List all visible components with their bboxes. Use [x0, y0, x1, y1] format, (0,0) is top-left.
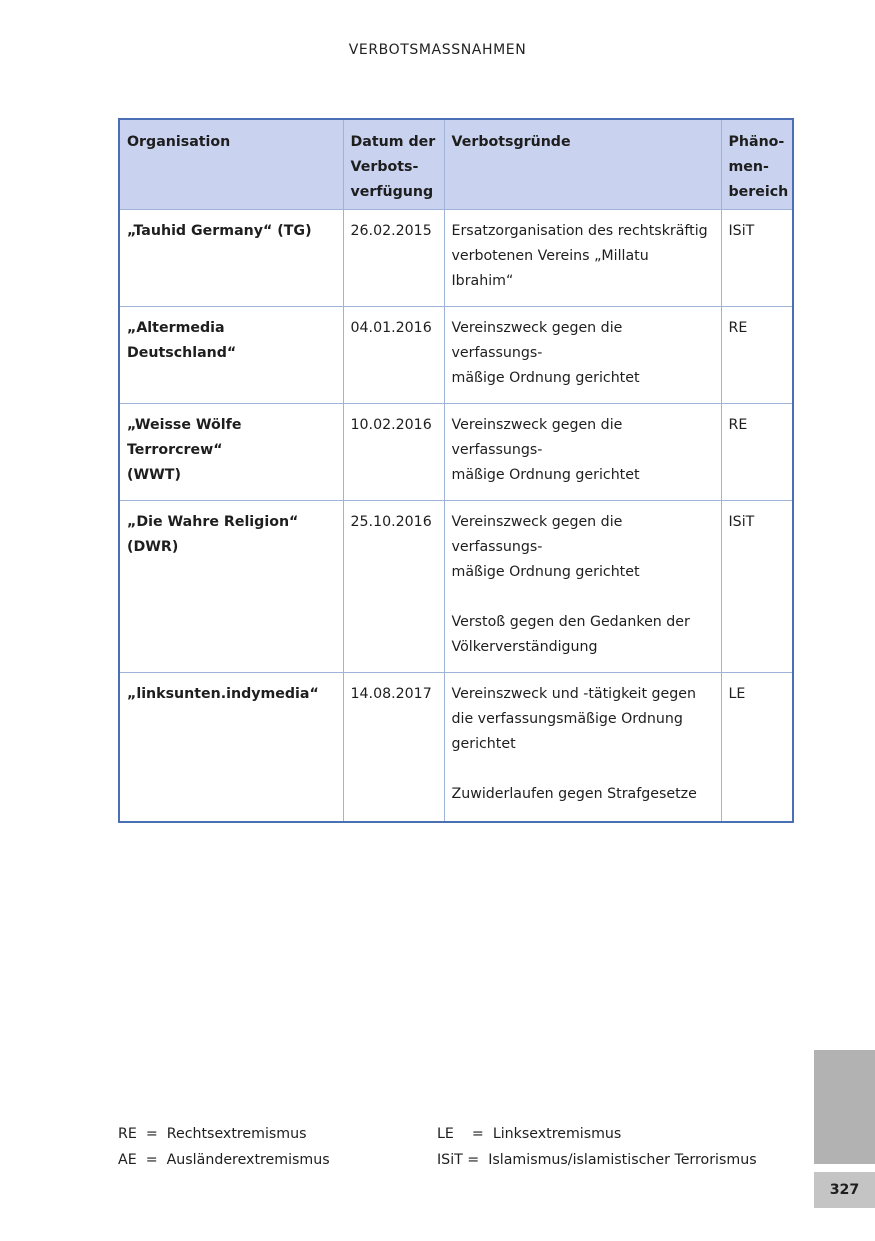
cell-organisation: „Tauhid Germany“ (TG) [119, 209, 343, 306]
legend-item: AE = Ausländerextremismus [118, 1152, 330, 1168]
header-verbotsgruende: Verbotsgründe [444, 119, 721, 209]
cell-reasons: Ersatzorganisation des rechtskräftig verbotenen Vereins „Millatu Ibrahim“ [444, 209, 721, 306]
table-row [119, 500, 793, 672]
legend-item: RE = Rechtsextremismus [118, 1126, 307, 1142]
cell-area: RE [721, 403, 793, 500]
cell-reasons: Vereinszweck und -tätigkeit gegen die verfassungsmäßige Ordnung gerichtet Zuwiderlaufen gegen Strafgesetze [444, 672, 721, 822]
cell-organisation: „Altermedia Deutschland“ [119, 306, 343, 403]
cell-date: 04.01.2016 [343, 306, 444, 403]
cell-area: LE [721, 672, 793, 822]
cell-area: ISiT [721, 209, 793, 306]
table-row [119, 672, 793, 822]
cell-date: 14.08.2017 [343, 672, 444, 822]
cell-area: ISiT [721, 500, 793, 672]
table-row [119, 209, 793, 306]
cell-reasons: Vereinszweck gegen die verfassungs- mäßige Ordnung gerichtet [444, 403, 721, 500]
cell-date: 10.02.2016 [343, 403, 444, 500]
cell-organisation: „Weisse Wölfe Terrorcrew“ (WWT) [119, 403, 343, 500]
cell-reasons: Vereinszweck gegen die verfassungs- mäßige Ordnung gerichtet Verstoß gegen den Gedanken der Völkerverständigung [444, 500, 721, 672]
legend-left [118, 1121, 330, 1173]
cell-area: RE [721, 306, 793, 403]
chapter-tab [814, 1050, 875, 1164]
cell-date: 25.10.2016 [343, 500, 444, 672]
running-head: VERBOTSMASSNAHMEN [348, 42, 527, 58]
legend-right [437, 1121, 757, 1173]
header-datum: Datum der Verbots- verfügung [343, 119, 444, 209]
header-organisation: Organisation [119, 119, 343, 209]
page-number: 327 [814, 1172, 875, 1208]
legend-item: LE = Linksextremismus [437, 1126, 622, 1142]
cell-organisation: „Die Wahre Religion“ (DWR) [119, 500, 343, 672]
legend-item: ISiT = Islamismus/islamistischer Terrorismus [437, 1152, 757, 1168]
cell-date: 26.02.2015 [343, 209, 444, 306]
cell-reasons: Vereinszweck gegen die verfassungs- mäßige Ordnung gerichtet [444, 306, 721, 403]
table-row [119, 403, 793, 500]
header-phaenomenbereich: Phäno- men- bereich [721, 119, 793, 209]
table-row [119, 306, 793, 403]
cell-organisation: „linksunten.indymedia“ [119, 672, 343, 822]
table-header-row [119, 119, 793, 209]
bans-table [118, 118, 794, 823]
